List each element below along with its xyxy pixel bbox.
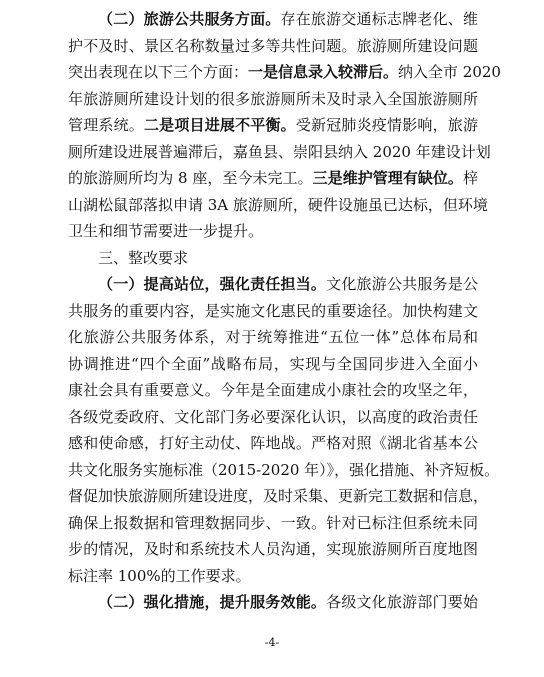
text-line: 山湖松鼠部落拟申请 3A 旅游厕所，硬件设施虽已达标，但环境 xyxy=(68,195,488,214)
paragraph-tourism-public-services xyxy=(68,6,501,245)
text-line: （一）提高站位，强化责任担当。文化旅游公共服务是公 xyxy=(98,275,478,293)
text-line: 护不及时、景区名称数量过多等共性问题。旅游厕所建设问题 xyxy=(68,36,478,55)
text-line: （二）旅游公共服务方面。存在旅游交通标志牌老化、维 xyxy=(98,10,478,28)
section-heading: 三、整改要求 xyxy=(98,248,189,267)
text-line: （二）强化措施，提升服务效能。各级文化旅游部门要始 xyxy=(98,593,478,611)
text-line: 共服务的重要内容，是实施文化惠民的重要途径。加快构建文 xyxy=(68,301,478,320)
text-line: 确保上报数据和管理数据同步、一致。针对已标注但系统未同 xyxy=(68,513,478,532)
text-line: 的旅游厕所均为 8 座，至今未完工。三是维护管理有缺位。梓 xyxy=(68,169,478,187)
text-line: 卫生和细节需要进一步提升。 xyxy=(68,222,264,240)
text-line: 感和使命感，打好主动仗、阵地战。严格对照《湖北省基本公 xyxy=(68,434,478,452)
text-line: 厕所建设进展普遍滞后，嘉鱼县、崇阳县纳入 2020 年建设计划 xyxy=(68,142,491,161)
text-line: 突出表现在以下三个方面：一是信息录入较滞后。纳入全市 2020 xyxy=(68,63,501,81)
paragraph-strengthen-measures xyxy=(68,589,478,616)
text-line: 管理系统。二是项目进展不平衡。受新冠肺炎疫情影响，旅游 xyxy=(68,116,478,134)
text-line: 步的情况，及时和系统技术人员沟通，实现旅游厕所百度地图 xyxy=(68,540,478,558)
paragraph-raise-standpoint xyxy=(68,271,500,589)
text-line: 年旅游厕所建设计划的很多旅游厕所未及时录入全国旅游厕所 xyxy=(68,89,478,108)
text-line: 共文化服务实施标准（2015-2020 年）》，强化措施、补齐短板。 xyxy=(68,460,500,479)
page-number: -4- xyxy=(264,636,280,649)
text-line: 标注率 100%的工作要求。 xyxy=(68,566,251,585)
text-line: 协调推进“四个全面”战略布局，实现与全国同步进入全面小 xyxy=(68,354,478,373)
text-line: 康社会具有重要意义。今年是全面建成小康社会的攻坚之年， xyxy=(68,381,478,399)
text-line: 化旅游公共服务体系，对于统筹推进“五位一体”总体布局和 xyxy=(68,328,478,346)
text-line: 各级党委政府、文化部门务必要深化认识，以高度的政治责任 xyxy=(68,407,478,426)
body-text xyxy=(68,6,501,616)
text-line: 督促加快旅游厕所建设进度，及时采集、更新完工数据和信息， xyxy=(68,487,489,505)
